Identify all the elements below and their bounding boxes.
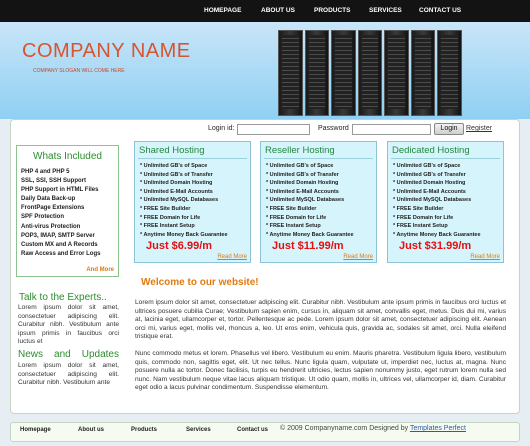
server-unit [384, 30, 409, 116]
list-item: * Anytime Money Back Guarantee [393, 231, 481, 238]
password-label: Password [318, 125, 349, 132]
nav-contact-us[interactable]: CONTACT US [419, 7, 462, 14]
list-item: * Unlimited GB's of Transfer [393, 171, 466, 178]
login-id-label: Login id: [208, 125, 235, 132]
divider [138, 158, 247, 159]
plan-features [393, 162, 503, 239]
read-more-link[interactable]: Read More [217, 254, 247, 260]
plan-features [266, 162, 376, 239]
copyright-text [280, 425, 466, 432]
list-item: PHP 4 and PHP 5 [21, 169, 70, 175]
footer-link-about-us[interactable]: About us [78, 427, 104, 433]
plan-shared-hosting [134, 141, 251, 263]
plan-features [140, 162, 250, 239]
nav-about-us[interactable]: ABOUT US [261, 7, 295, 14]
designer-link[interactable]: Templates Perfect [409, 425, 466, 432]
list-item: * Unlimited GB's of Space [140, 163, 208, 169]
list-item: * Anytime Money Back Guarantee [266, 231, 354, 238]
footer-link-services[interactable]: Services [186, 427, 211, 433]
list-item: * Unlimited E-Mail Accounts [393, 188, 466, 195]
list-item: * FREE Domain for Life [266, 214, 327, 221]
list-item: Anti-virus Protection [21, 223, 81, 230]
talk-experts-title: Talk to the Experts.. [19, 292, 107, 303]
plan-title: Reseller Hosting [265, 145, 335, 156]
list-item: Raw Access and Error Logs [21, 250, 101, 257]
server-unit [358, 30, 383, 116]
password-input[interactable] [352, 124, 431, 135]
list-item: Custom MX and A Records [21, 241, 98, 248]
list-item: * FREE Site Builder [140, 205, 191, 212]
read-more-link[interactable]: Read More [343, 254, 373, 260]
divider [391, 158, 500, 159]
list-item: SPF Protection [21, 214, 65, 221]
server-rack-image [278, 30, 462, 116]
nav-services[interactable]: SERVICES [369, 7, 402, 14]
list-item: PHP Support in HTML Files [21, 187, 99, 194]
list-item: * Unlimited GB's of Transfer [266, 171, 339, 178]
feature-list [21, 168, 118, 259]
divider [264, 158, 373, 159]
footer-link-homepage[interactable]: Homepage [20, 427, 51, 433]
list-item: * Unlimited Domain Hosting [393, 180, 466, 187]
nav-products[interactable]: PRODUCTS [314, 7, 351, 14]
list-item: SSL, SSI, SSH Support [21, 178, 87, 185]
list-item: * Unlimited E-Mail Accounts [140, 188, 213, 195]
whats-included-title: Whats Included [33, 151, 102, 162]
server-unit [411, 30, 436, 116]
server-unit [331, 30, 356, 116]
list-item: * Unlimited MySQL Databases [140, 197, 219, 204]
plan-price: Just $6.99/m [146, 240, 213, 253]
list-item: * FREE Instant Setup [393, 223, 448, 230]
list-item: * FREE Domain for Life [393, 214, 454, 221]
footer-link-products[interactable]: Products [131, 427, 158, 433]
whats-included-box [16, 145, 119, 277]
news-updates-title: News and Updates [18, 349, 119, 360]
welcome-title: Welcome to our website! [141, 277, 259, 288]
list-item: * Unlimited GB's of Space [266, 163, 334, 169]
company-slogan: COMPANY SLOGAN WILL COME HERE [33, 68, 125, 74]
and-more-link[interactable]: And More [86, 267, 114, 273]
list-item: * Unlimited GB's of Space [393, 163, 461, 169]
list-item: * Unlimited GB's of Transfer [140, 171, 213, 178]
news-updates-text: Lorem ipsum dolor sit amet, consectetuer adipiscing elit. Curabitur nibh. Vestibulum ante [18, 362, 119, 387]
list-item: * FREE Site Builder [266, 205, 317, 212]
company-name[interactable]: COMPANY NAME [22, 40, 191, 62]
list-item: FrontPage Extensions [21, 205, 85, 212]
plan-dedicated-hosting [387, 141, 504, 263]
list-item: POP3, IMAP, SMTP Server [21, 232, 95, 239]
list-item: * FREE Instant Setup [140, 223, 195, 230]
login-button[interactable]: Login [434, 123, 464, 135]
server-unit [278, 30, 303, 116]
plan-title: Dedicated Hosting [392, 145, 470, 156]
list-item: * Unlimited MySQL Databases [393, 197, 472, 204]
nav-homepage[interactable]: HOMEPAGE [204, 7, 242, 14]
welcome-paragraph-2: Nunc commodo metus et lorem. Phasellus vel libero. Vestibulum eu enim. Mauris pharetra. Vestibulum ligula libero, vestibulum quis, commodo non, sagittis eget, elit. Ut nec tellus. Nunc ligula quam, vulputate ut, imperdiet nec, luctus at, magna. Nunc posuere nulla ac tortor. Donec facilisis, turpis eu hendrerit ultricies, lectus sapien nonummy justo, eget rutrum lorem nulla sed nunc. Nam vestibulum neque vitae lacus aliquam tristique. Ut odio quam, mollis in, ultrices vel, ullamcorper id, diam. Curabitur eget odio a lacus pulvinar condimentum. Suspendisse elementum. [135, 350, 506, 392]
list-item: * Anytime Money Back Guarantee [140, 231, 228, 238]
list-item: Daily Data Back-up [21, 196, 76, 203]
footer-link-contact-us[interactable]: Contact us [237, 427, 269, 433]
copyright-label: © 2009 Companyname.com Designed by [280, 425, 410, 432]
login-id-input[interactable] [237, 124, 310, 135]
plan-title: Shared Hosting [139, 145, 205, 156]
list-item: * Unlimited Domain Hosting [140, 180, 213, 187]
list-item: * Unlimited Domain Hosting [266, 180, 339, 187]
register-link[interactable]: Register [466, 125, 493, 132]
list-item: * FREE Instant Setup [266, 223, 321, 230]
list-item: * Unlimited E-Mail Accounts [266, 188, 339, 195]
list-item: * FREE Site Builder [393, 205, 444, 212]
server-unit [437, 30, 462, 116]
list-item: * Unlimited MySQL Databases [266, 197, 345, 204]
list-item: * FREE Domain for Life [140, 214, 201, 221]
plan-price: Just $11.99/m [272, 240, 344, 253]
welcome-paragraph-1: Lorem ipsum dolor sit amet, consectetuer adipiscing elit. Curabitur nibh. Vestibulum ante ipsum primis in faucibus orci luctus et ultrices posuere cubilia Curae; Vestibulum sapien enim, cursus in, aliquam sit amet, convallis eget, metus. Duis dui mi, varius at, lacinia eget, ullamcorper et, tortor. Pellentesque ac pede. Lorem ipsum dolor sit amet, consectetuer adipiscing elit. Aenean orci mi, varius eget, mollis vel, rhoncus a, leo. Ut eros enim, vehicula quis, gravida ac, sodales sit amet, orci. Nulla eleifend tristique erat. [135, 299, 506, 341]
server-unit [305, 30, 330, 116]
plan-reseller-hosting [260, 141, 377, 263]
read-more-link[interactable]: Read More [470, 254, 500, 260]
talk-experts-text: Lorem ipsum dolor sit amet, consectetuer adipiscing elit. Curabitur nibh. Vestibulum ante ipsum primis in faucibus orci luctus et [18, 304, 119, 346]
plan-price: Just $31.99/m [399, 240, 472, 253]
